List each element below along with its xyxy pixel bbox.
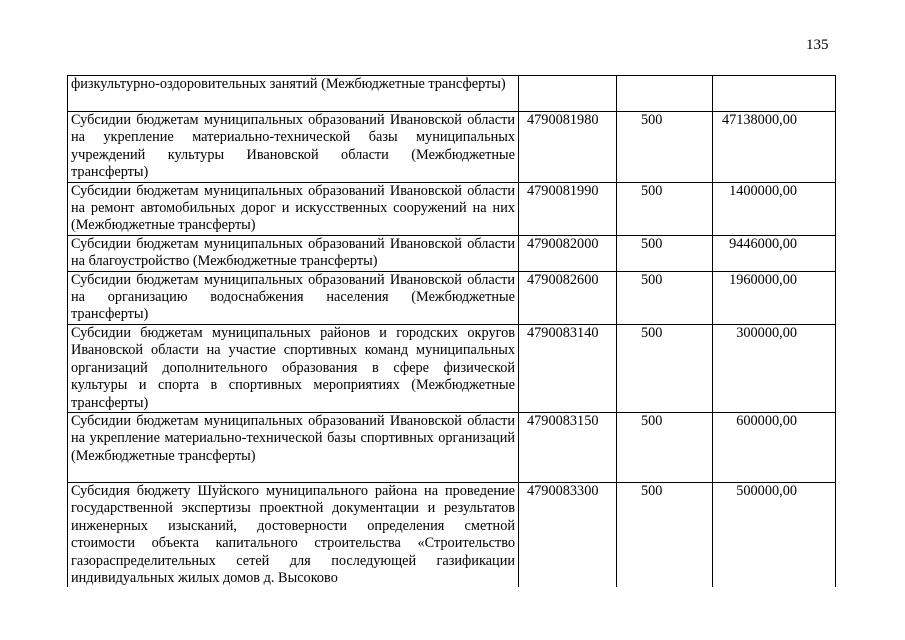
- table-row: [68, 235, 836, 271]
- row-amount: 1960000,00: [713, 271, 836, 324]
- row-code: 4790083150: [519, 412, 617, 482]
- table-row: [68, 112, 836, 183]
- row-expense-type: 500: [617, 271, 713, 324]
- table-row: [68, 482, 836, 587]
- row-expense-type: 500: [617, 324, 713, 412]
- row-code: 4790081990: [519, 182, 617, 235]
- row-amount: 500000,00: [713, 482, 836, 587]
- row-description: Субсидии бюджетам муниципальных образований Ивановской области на укрепление материально-технической базы спортивных организаций (Межбюджетные трансферты): [68, 412, 519, 482]
- row-expense-type: 500: [617, 482, 713, 587]
- row-code: 4790082600: [519, 271, 617, 324]
- row-amount: 300000,00: [713, 324, 836, 412]
- row-code: 4790083140: [519, 324, 617, 412]
- row-code: 4790081980: [519, 112, 617, 183]
- row-expense-type: 500: [617, 112, 713, 183]
- row-amount: [713, 76, 836, 112]
- row-description: Субсидия бюджету Шуйского муниципального района на проведение государственной экспертизы проектной документации и результатов инженерных изысканий, достоверности определения сметной стоимости объекта капитального строительства «Строительство газораспределительных сетей для последующей газификации индивидуальных жилых домов д. Высоково: [68, 482, 519, 587]
- row-description: Субсидии бюджетам муниципальных образований Ивановской области на благоустройство (Межбюджетные трансферты): [68, 235, 519, 271]
- row-amount: 47138000,00: [713, 112, 836, 183]
- row-code: 4790083300: [519, 482, 617, 587]
- row-description: Субсидии бюджетам муниципальных образований Ивановской области на ремонт автомобильных дорог и искусственных сооружений на них (Межбюджетные трансферты): [68, 182, 519, 235]
- table-row: [68, 271, 836, 324]
- row-description: Субсидии бюджетам муниципальных районов и городских округов Ивановской области на участие спортивных команд муниципальных организаций дополнительного образования в сфере физической культуры и спорта в спортивных мероприятиях (Межбюджетные трансферты): [68, 324, 519, 412]
- row-amount: 600000,00: [713, 412, 836, 482]
- table-row: [68, 324, 836, 412]
- row-expense-type: 500: [617, 235, 713, 271]
- row-code: [519, 76, 617, 112]
- row-amount: 9446000,00: [713, 235, 836, 271]
- row-description: Субсидии бюджетам муниципальных образований Ивановской области на организацию водоснабжения населения (Межбюджетные трансферты): [68, 271, 519, 324]
- row-code: 4790082000: [519, 235, 617, 271]
- budget-table: [67, 75, 836, 587]
- table-row: [68, 412, 836, 482]
- table-row: [68, 182, 836, 235]
- row-description: Субсидии бюджетам муниципальных образований Ивановской области на укрепление материально-технической базы муниципальных учреждений культуры Ивановской области (Межбюджетные трансферты): [68, 112, 519, 183]
- row-expense-type: [617, 76, 713, 112]
- row-expense-type: 500: [617, 412, 713, 482]
- row-amount: 1400000,00: [713, 182, 836, 235]
- row-expense-type: 500: [617, 182, 713, 235]
- page-number: 135: [806, 37, 829, 53]
- table-row: [68, 76, 836, 112]
- row-description: физкультурно-оздоровительных занятий (Межбюджетные трансферты): [68, 76, 519, 112]
